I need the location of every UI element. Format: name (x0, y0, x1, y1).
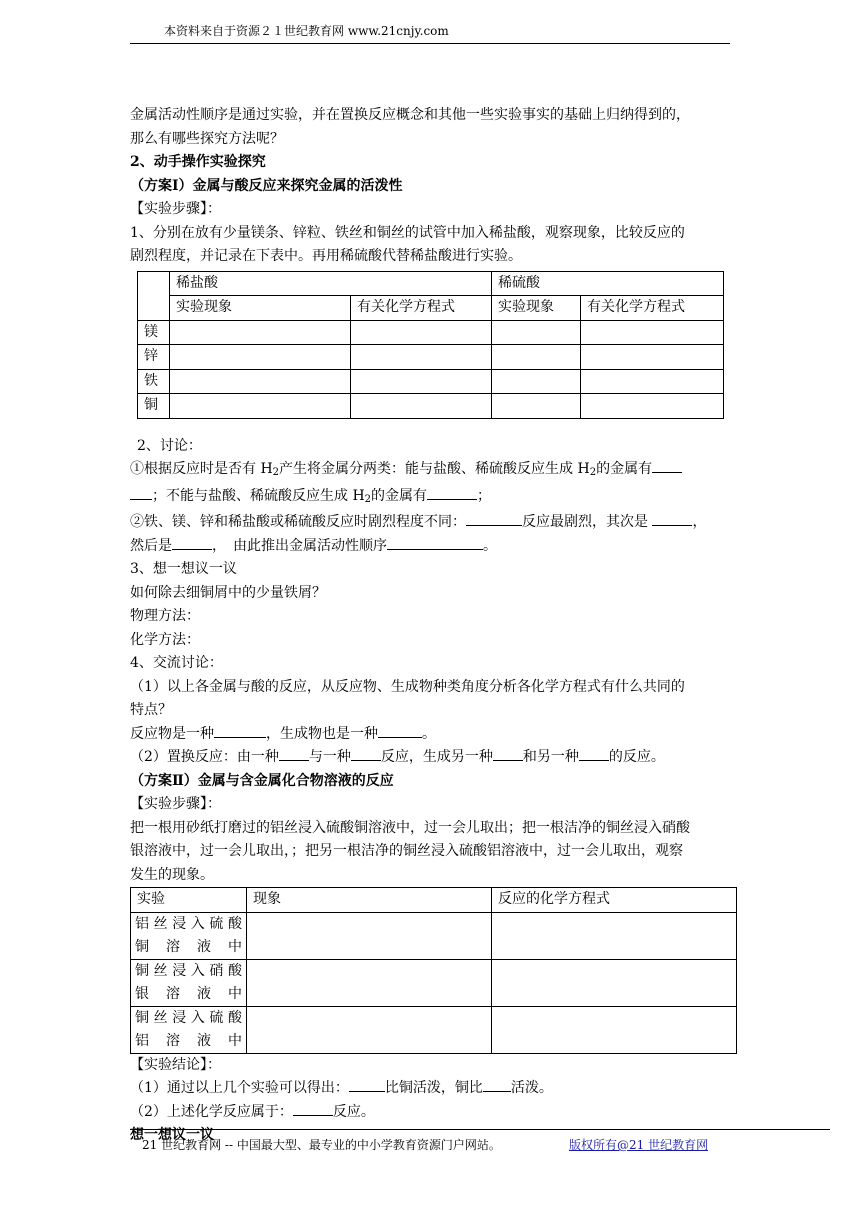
plan-2-line-2: 银溶液中，过一会儿取出，；把另一根洁净的铜丝浸入硫酸铝溶液中，过一会儿取出，观察 (130, 843, 683, 859)
table-cell[interactable] (170, 369, 351, 394)
discussion-line-3: ②铁、镁、锌和稀盐酸或稀硫酸反应时剧烈程度不同： 反应最剧烈，其次是 ， (130, 511, 740, 535)
section-4-q2-line: （2）置换反应：由一种 与一种 反应，生成另一种 和另一种 的反应。 (130, 746, 740, 770)
header-h2so4-equation: 有关化学方程式 (581, 296, 724, 321)
table-cell[interactable] (351, 369, 492, 394)
table-cell[interactable] (581, 394, 724, 419)
answer-blank[interactable] (483, 1077, 511, 1092)
answer-blank[interactable] (427, 485, 477, 500)
section-4-q1-line-1: （1）以上各金属与酸的反应，从反应物、生成物种类角度分析各化学方程式有什么共同的 (130, 678, 685, 695)
table-row (131, 959, 737, 1006)
intro-line-2: 那么有哪些探究方法呢？ (130, 130, 284, 147)
table-cell[interactable] (581, 320, 724, 345)
table-cell[interactable] (351, 345, 492, 370)
step-1-line-2: 剧烈程度，并记录在下表中。再用稀硫酸代替稀盐酸进行实验。 (130, 248, 522, 264)
discussion-line-2: ；不能与盐酸、稀硫酸反应生成 $H_2$的金属有 ； (130, 485, 740, 512)
header-h2so4-phenomenon: 实验现象 (492, 296, 581, 321)
table-cell[interactable] (492, 912, 737, 959)
plan-1-title: （方案Ⅰ）金属与酸反应来探究金属的活泼性 (130, 177, 403, 194)
table-row (131, 1006, 737, 1053)
plan-2-line-1: 把一根用砂纸打磨过的铝丝浸入硫酸铜溶液中，过一会儿取出；把一根洁净的铜丝浸入硝酸 (130, 819, 690, 836)
table-cell[interactable] (492, 959, 737, 1006)
table-cell[interactable] (581, 369, 724, 394)
metal-zn: 锌 (138, 345, 170, 370)
answer-blank[interactable] (279, 746, 309, 761)
table-cell[interactable] (492, 1006, 737, 1053)
header-h2so4: 稀硫酸 (492, 271, 724, 296)
answer-blank[interactable] (349, 1077, 385, 1092)
answer-blank[interactable] (214, 723, 266, 738)
table-cell[interactable] (492, 345, 581, 370)
steps-label: 【实验步骤】： (130, 201, 221, 217)
section-3-question: 如何除去细铜屑中的少量铁屑？ (130, 584, 326, 601)
table-cell[interactable] (247, 912, 492, 959)
header-hcl-equation: 有关化学方程式 (351, 296, 492, 321)
table-row (138, 394, 724, 419)
table-cell[interactable] (492, 394, 581, 419)
experiment-cu-agno3: 铜丝浸入硝酸 银溶液中 (131, 959, 247, 1006)
steps-label-2: 【实验步骤】： (130, 796, 221, 812)
section-4-title: 4、交流讨论： (130, 655, 223, 671)
table-cell[interactable] (581, 345, 724, 370)
header-hcl: 稀盐酸 (170, 271, 492, 296)
table-cell[interactable] (492, 320, 581, 345)
corner-cell (138, 271, 170, 320)
answer-blank[interactable] (387, 535, 483, 550)
answer-blank[interactable] (130, 485, 152, 500)
acid-reaction-table (137, 271, 724, 419)
answer-blank[interactable] (293, 1101, 333, 1116)
solution-reaction-table (130, 887, 737, 1054)
physical-method: 物理方法： (130, 608, 200, 624)
table-row (138, 369, 724, 394)
page-header: 本资料来自于资源２１世纪教育网 www.21cnjy.com (130, 22, 730, 44)
section-4-reactants-line: 反应物是一种 ，生成物也是一种 。 (130, 723, 740, 747)
table-row (131, 912, 737, 959)
intro-line-1: 金属活动性顺序是通过实验，并在置换反应概念和其他一些实验事实的基础上归纳得到的， (130, 107, 690, 123)
discussion-line-4: 然后是 ， 由此推出金属活动性顺序 。 (130, 535, 740, 559)
table-cell[interactable] (170, 345, 351, 370)
final-section-title: 想一想议一议 (130, 1127, 214, 1143)
metal-mg: 镁 (138, 320, 170, 345)
page-footer (130, 1129, 830, 1153)
experiment-al-cuso4: 铝丝浸入硫酸 铜溶液中 (131, 912, 247, 959)
plan-2-line-3: 发生的现象。 (130, 866, 214, 883)
chemical-method: 化学方法： (130, 631, 200, 648)
table-cell[interactable] (170, 394, 351, 419)
answer-blank[interactable] (652, 511, 692, 526)
table-cell[interactable] (247, 1006, 492, 1053)
metal-cu: 铜 (138, 394, 170, 419)
table-cell[interactable] (351, 394, 492, 419)
discussion-title: 2、讨论： (137, 437, 202, 454)
answer-blank[interactable] (172, 535, 212, 550)
section-4-q1-line-2: 特点？ (130, 702, 172, 718)
metal-fe: 铁 (138, 369, 170, 394)
header-phenomenon: 现象 (247, 888, 492, 913)
step-1-line-1: 1、分别在放有少量镁条、锌粒、铁丝和铜丝的试管中加入稀盐酸，观察现象，比较反应的 (130, 224, 685, 241)
conclusion-1: （1）通过以上几个实验可以得出： 比铜活泼，铜比 活泼。 (130, 1077, 740, 1101)
answer-blank[interactable] (579, 746, 609, 761)
answer-blank[interactable] (493, 746, 523, 761)
section-3-title: 3、想一想议一议 (130, 561, 237, 577)
table-cell[interactable] (247, 959, 492, 1006)
discussion-line-1: ①根据反应时是否有 $H_2$产生将金属分两类：能与盐酸、稀硫酸反应生成 $H_2$的金属有 (130, 458, 740, 485)
plan-2-title: （方案Ⅱ）金属与含金属化合物溶液的反应 (130, 772, 394, 789)
footer-text: 21 世纪教育网 -- 中国最大型、最专业的中小学教育资源门户网站。 (142, 1138, 501, 1152)
conclusion-2: （2）上述化学反应属于： 反应。 (130, 1101, 740, 1125)
answer-blank[interactable] (466, 511, 522, 526)
table-cell[interactable] (351, 320, 492, 345)
conclusion-label: 【实验结论】： (130, 1056, 221, 1073)
copyright-link[interactable]: 版权所有@21 世纪教育网 (569, 1138, 709, 1152)
experiment-cu-al2so43: 铜丝浸入硫酸 铝溶液中 (131, 1006, 247, 1053)
header-equation: 反应的化学方程式 (492, 888, 737, 913)
answer-blank[interactable] (351, 746, 381, 761)
header-hcl-phenomenon: 实验现象 (170, 296, 351, 321)
header-experiment: 实验 (131, 888, 247, 913)
table-cell[interactable] (492, 369, 581, 394)
answer-blank[interactable] (652, 458, 682, 473)
answer-blank[interactable] (378, 723, 422, 738)
table-cell[interactable] (170, 320, 351, 345)
document-body (130, 104, 740, 1148)
table-row (138, 320, 724, 345)
table-row (138, 345, 724, 370)
section-2-title: 2、动手操作实验探究 (130, 154, 266, 170)
